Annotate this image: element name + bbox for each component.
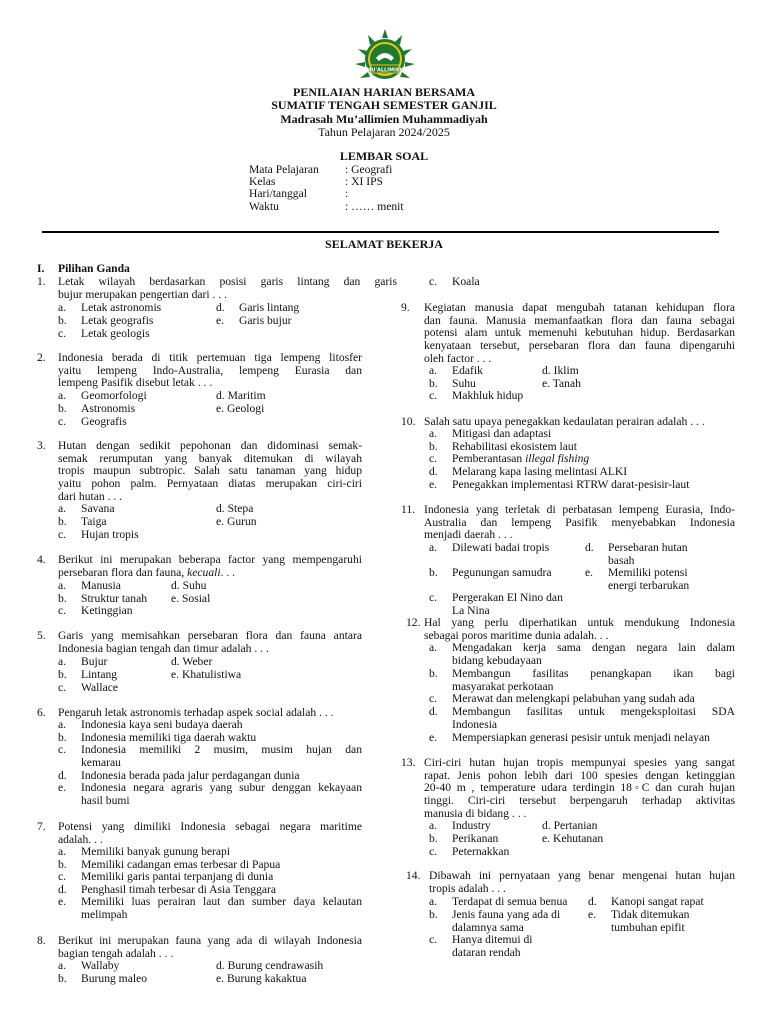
madrasah-logo: [354, 28, 416, 86]
option-line: Memiliki potensi: [608, 566, 688, 579]
question-line: 20-40 m , temperature udara terdingin 18◦C dan curah hujan: [424, 781, 735, 795]
option-line: Indonesia: [452, 717, 498, 731]
option-letter: c.: [58, 681, 67, 694]
option-letter: b.: [429, 377, 438, 390]
option-letter: a.: [429, 364, 438, 377]
question-line-part: . . .: [220, 565, 236, 579]
option-letter: c.: [429, 452, 438, 465]
option-text: [452, 909, 560, 934]
option-letter: b.: [429, 440, 438, 453]
question-line: kenyataan tersebut, persebaran flora dan fauna dipengaruhi: [424, 339, 735, 353]
option-line: Memiliki luas perairan laut dan sumber daya kelautan: [81, 895, 362, 908]
info-label: Mata Pelajaran: [249, 163, 319, 176]
option-8d[interactable]: d. Burung cendrawasih: [216, 959, 324, 972]
info-label: Hari/tanggal: [249, 187, 307, 200]
option-letter: a.: [58, 579, 67, 592]
option-13e[interactable]: e. Kehutanan: [542, 832, 604, 845]
question-number: 5.: [37, 629, 46, 642]
question-line: yaitu lempeng Indo-Australia, lempeng Eurasia dan: [58, 363, 362, 377]
question-line: Berikut ini merupakan fauna yang ada di wilayah Indonesia: [58, 934, 362, 947]
question-line-part: persebaran flora dan fauna,: [58, 565, 188, 579]
question-text: [58, 935, 362, 960]
question-text: [58, 630, 362, 655]
question-line: bujur merupakan pengertian dari . . .: [58, 287, 228, 301]
info-value: : Geografi: [345, 163, 393, 176]
question-number: 2.: [37, 351, 46, 364]
option-text: Manusia: [81, 579, 121, 592]
option-text: [452, 668, 735, 693]
question-line: Berikut ini merupakan beberapa factor yang mempengaruhi: [58, 553, 362, 566]
option-letter: b.: [58, 515, 67, 528]
question-number: 12.: [406, 616, 421, 629]
header-divider: [42, 231, 719, 233]
option-letter: a.: [429, 819, 438, 832]
option-text: Merawat dan melengkapi pelabuhan yang sudah ada: [452, 692, 695, 705]
option-text: Terdapat di semua benua: [452, 895, 568, 908]
school-name: Madrasah Mu’allimien Muhammadiyah: [280, 111, 488, 126]
section-title: Pilihan Ganda: [58, 262, 130, 275]
option-letter: c.: [58, 415, 67, 428]
info-value: : XI IPS: [345, 175, 384, 188]
option-text: Suhu: [452, 377, 476, 390]
option-letter: b.: [58, 972, 67, 985]
option-letter: a.: [58, 502, 67, 515]
option-text: [452, 453, 589, 466]
question-text: [429, 870, 735, 895]
question-line: Hal yang perlu diperhatikan untuk mendukung Indonesia: [424, 616, 735, 629]
option-letter: b.: [429, 832, 438, 845]
option-text: Letak astronomis: [81, 301, 162, 314]
emphasis-kecuali: kecuali: [187, 565, 221, 579]
question-text: [58, 821, 362, 846]
option-line: Jenis fauna yang ada di: [452, 908, 561, 921]
option-3d[interactable]: d. Stepa: [216, 502, 254, 515]
option-letter: e.: [216, 314, 225, 327]
option-text: Memiliki garis pantai terpanjang di dunia: [81, 870, 274, 883]
question-line: semak rerumputan yang banyak ditemukan di wilayah: [58, 451, 362, 465]
option-line: Persebaran hutan: [608, 541, 688, 554]
option-letter: c.: [429, 845, 438, 858]
info-label: Waktu: [249, 200, 279, 213]
question-text: [58, 440, 362, 503]
option-letter: a.: [429, 641, 438, 654]
question-line: rapat. Jenis pohon lebih dari 100 spesies dengan ketinggian: [424, 768, 735, 782]
selamat-bekerja-heading: SELAMAT BEKERJA: [325, 237, 443, 251]
option-letter: b.: [58, 858, 67, 871]
question-text: [58, 276, 397, 301]
option-4d[interactable]: d. Suhu: [171, 579, 207, 592]
option-line: melimpah: [81, 907, 128, 921]
option-text: Garis lintang: [239, 301, 300, 314]
question-number: 9.: [401, 301, 410, 314]
option-letter: b.: [58, 592, 67, 605]
info-value: :: [345, 187, 349, 200]
option-5d[interactable]: d. Weber: [171, 655, 213, 668]
option-letter: a.: [429, 541, 438, 554]
question-line: tropis maupun subtropic. Salah satu tanaman yang hidup: [58, 464, 362, 478]
option-letter: b.: [58, 668, 67, 681]
option-text: Kanopi sangat rapat: [611, 895, 704, 908]
option-text: Mitigasi dan adaptasi: [452, 427, 552, 440]
assessment-title: PENILAIAN HARIAN BERSAMA: [292, 85, 475, 99]
option-letter: d.: [58, 883, 67, 896]
option-letter: e.: [429, 478, 438, 491]
option-8e[interactable]: e. Burung kakaktua: [216, 972, 307, 985]
option-letter: c.: [58, 870, 67, 883]
question-line: lempeng Pasifik disebut letak . . .: [58, 376, 213, 390]
question-line: dari hutan . . .: [58, 489, 123, 503]
option-line: dataran rendah: [452, 945, 521, 959]
question-line: Letak wilayah berdasarkan posisi garis lintang dan garis: [58, 275, 397, 288]
option-text: Indonesia memiliki tiga daerah waktu: [81, 731, 257, 744]
question-line: Australia dan lempeng Pasifik menyebabkan Indonesia: [424, 515, 735, 529]
option-letter: c.: [429, 389, 438, 402]
option-letter: c.: [58, 604, 67, 617]
question-line: yaitu pohon palm. Pernyataan diatas merupakan ciri-ciri: [58, 477, 362, 491]
document-header: [0, 86, 768, 140]
option-letter: b.: [58, 402, 67, 415]
option-letter: b.: [429, 667, 438, 680]
section-number: I.: [37, 262, 45, 275]
option-text: Geomorfologi: [81, 389, 147, 402]
option-line: energi terbarukan: [608, 578, 690, 592]
option-text: Astronomis: [81, 402, 136, 415]
option-letter: e.: [58, 781, 67, 794]
option-text: Melarang kapa lasing melintasi ALKI: [452, 465, 628, 478]
option-letter: d.: [216, 301, 225, 314]
option-line: Pergerakan El Nino dan: [452, 591, 563, 604]
option-text: [452, 592, 563, 617]
question-text: [424, 757, 735, 820]
question-number: 3.: [37, 439, 46, 452]
option-2d[interactable]: d. Maritim: [216, 389, 266, 402]
option-text: Memiliki banyak gunung berapi: [81, 845, 231, 858]
option-letter: a.: [58, 655, 67, 668]
academic-year: Tahun Pelajaran 2024/2025: [318, 125, 450, 140]
option-letter: a.: [58, 389, 67, 402]
option-text: Geografis: [81, 415, 127, 428]
option-line: Membangun fasilitas untuk mengeksploitasi SDA: [452, 705, 735, 718]
question-line: Garis yang memisahkan persebaran flora dan fauna antara: [58, 629, 362, 642]
question-line: Salah satu upaya penegakkan kedaulatan perairan adalah . . .: [424, 415, 705, 428]
question-number: 13.: [401, 756, 416, 769]
question-line: Kegiatan manusia dapat mengubah tatanan kehidupan flora: [424, 301, 735, 314]
logo-text: MU'ALLIMIEN: [366, 67, 404, 74]
option-letter: c.: [58, 743, 67, 756]
option-text: [452, 642, 735, 667]
option-letter: d.: [588, 895, 597, 908]
option-text: Bujur: [81, 655, 108, 668]
question-number: 6.: [37, 706, 46, 719]
option-line: Membangun fasilitas penangkapan ikan bagi: [452, 667, 735, 680]
option-text: Koala: [452, 275, 480, 288]
option-letter: e.: [429, 731, 438, 744]
option-letter: a.: [58, 301, 67, 314]
option-letter: d.: [429, 705, 438, 718]
option-line: Indonesia memiliki 2 musim, musim hujan dan: [81, 743, 362, 756]
question-line: potensi alam untuk memenuhi kebutuhan hidup. Berdasarkan: [424, 326, 735, 340]
option-line: masyarakat perkotaan: [452, 679, 554, 693]
option-letter: a.: [58, 959, 67, 972]
question-line: tropis adalah . . .: [429, 881, 506, 895]
option-line: Hanya ditemui di: [452, 933, 533, 946]
option-text: Wallace: [81, 681, 119, 694]
question-text: [424, 504, 735, 542]
question-text: [424, 617, 735, 642]
lembar-soal-title: LEMBAR SOAL: [339, 149, 429, 163]
option-letter: e.: [588, 908, 597, 921]
question-text: [424, 302, 735, 365]
option-letter: d.: [429, 465, 438, 478]
option-letter: a.: [58, 718, 67, 731]
question-line: dan fauna. Manusia memanfaatkan flora dan fauna sebagai: [424, 313, 735, 327]
option-line: La Nina: [452, 603, 490, 617]
option-letter: b.: [58, 314, 67, 327]
option-text: Perikanan: [452, 832, 499, 845]
option-letter: c.: [58, 327, 67, 340]
question-line: manusia di bidang . . .: [424, 806, 527, 820]
option-line: bidang kebudayaan: [452, 653, 542, 667]
question-line: Dibawah ini pernyataan yang benar mengenai hutan hujan: [429, 869, 735, 882]
option-text: Indonesia kaya seni budaya daerah: [81, 718, 243, 731]
option-text: Indonesia berada pada jalur perdagangan dunia: [81, 769, 300, 782]
option-text-part: Pemberantasan: [452, 452, 526, 465]
question-line: Indonesia yang terletak di perbatasan lempeng Eurasia, Indo-: [424, 503, 735, 516]
question-text: [58, 554, 362, 579]
question-line: Hutan dengan sedikit pepohonan dan didominasi semak-: [58, 439, 362, 452]
option-text: [452, 934, 533, 959]
option-9e[interactable]: e. Tanah: [542, 377, 581, 390]
option-letter: c.: [429, 692, 438, 705]
option-letter: e.: [58, 895, 67, 908]
option-text: [608, 567, 689, 592]
option-letter: c.: [429, 933, 438, 946]
option-letter: a.: [429, 427, 438, 440]
assessment-subtitle: SUMATIF TENGAH SEMESTER GANJIL: [271, 98, 497, 113]
option-text: Dilewati badai tropis: [452, 541, 550, 554]
option-letter: b.: [58, 731, 67, 744]
option-letter: c.: [429, 591, 438, 604]
option-13d[interactable]: d. Pertanian: [542, 819, 598, 832]
option-text: Rehabilitasi ekosistem laut: [452, 440, 577, 453]
question-line: Pengaruh letak astronomis terhadap aspek social adalah . . .: [58, 706, 334, 719]
option-text: [81, 896, 362, 921]
option-line: hasil bumi: [81, 793, 130, 807]
option-line: Indonesia negara agraris yang subur denggan kekayaan: [81, 781, 362, 794]
option-text: Savana: [81, 502, 115, 515]
question-number: 10.: [401, 415, 416, 428]
question-line: [58, 567, 362, 580]
option-text: Wallaby: [81, 959, 120, 972]
option-line: Tidak ditemukan: [611, 908, 690, 921]
option-2e[interactable]: e. Geologi: [216, 402, 265, 415]
option-4e[interactable]: e. Sosial: [171, 592, 211, 605]
option-text: Industry: [452, 819, 491, 832]
option-line: tumbuhan epifit: [611, 920, 685, 934]
option-text: Pegunungan samudra: [452, 566, 552, 579]
option-text: Letak geologis: [81, 327, 150, 340]
option-letter: a.: [58, 845, 67, 858]
option-text: Edafik: [452, 364, 483, 377]
option-line: basah: [608, 553, 635, 567]
question-line: menjadi daerah . . .: [424, 528, 513, 542]
question-line: adalah. . .: [58, 832, 103, 846]
option-text: Makhluk hidup: [452, 389, 524, 402]
option-text: Letak geografis: [81, 314, 154, 327]
question-number: 11.: [401, 503, 416, 516]
option-text: Mempersiapkan generasi pesisir untuk menjadi nelayan: [452, 731, 710, 744]
option-text-italic: illegal fishing: [525, 452, 590, 465]
option-3e[interactable]: e. Gurun: [216, 515, 257, 528]
option-text: [611, 909, 689, 934]
option-letter: c.: [429, 275, 438, 288]
option-text: Penegakkan implementasi RTRW darat-pesisir-laut: [452, 478, 690, 491]
option-line: Mengadakan kerja sama dengan negara lain dalam: [452, 641, 735, 654]
option-text: Peternakkan: [452, 845, 510, 858]
option-letter: d.: [585, 541, 594, 554]
option-letter: b.: [429, 908, 438, 921]
option-letter: a.: [429, 895, 438, 908]
option-text: Hujan tropis: [81, 528, 139, 541]
option-line: dalamnya sama: [452, 920, 524, 934]
option-text: Memiliki cadangan emas terbesar di Papua: [81, 858, 281, 871]
question-line: Indonesia bagian tengah dan timur adalah . . .: [58, 641, 269, 655]
option-text: Lintang: [81, 668, 118, 681]
option-text: Burung maleo: [81, 972, 148, 985]
option-text: [608, 542, 688, 567]
question-number: 14.: [406, 869, 421, 882]
question-line: Indonesia berada di titik pertemuan tiga lempeng litosfer: [58, 351, 362, 364]
question-line: Ciri-ciri hutan hujan tropis mempunyai spesies yang sangat: [424, 756, 735, 769]
question-line: bagian tengah adalah . . .: [58, 946, 174, 960]
question-number: 1.: [37, 275, 46, 288]
question-line: oleh factor . . .: [424, 351, 492, 365]
info-label: Kelas: [249, 175, 276, 188]
option-text: Penghasil timah terbesar di Asia Tenggara: [81, 883, 277, 896]
info-row-time: [249, 201, 509, 214]
question-number: 7.: [37, 820, 46, 833]
question-line: tinggi. Ciri-ciri tersebut berpengaruh terhadap aktivitas: [424, 794, 735, 808]
option-text: Taiga: [81, 515, 107, 528]
option-letter: e.: [585, 566, 594, 579]
option-text: [81, 744, 362, 769]
question-line: Potensi yang dimiliki Indonesia sebagai negara maritime: [58, 820, 362, 833]
info-value: : …… menit: [345, 200, 404, 213]
option-text: [81, 782, 362, 807]
option-letter: d.: [58, 769, 67, 782]
question-number: 4.: [37, 553, 46, 566]
option-text: Struktur tanah: [81, 592, 148, 605]
question-text: [58, 352, 362, 390]
option-5e[interactable]: e. Khatulistiwa: [171, 668, 242, 681]
option-text: Ketinggian: [81, 604, 133, 617]
option-letter: b.: [429, 566, 438, 579]
option-letter: c.: [58, 528, 67, 541]
option-line: kemarau: [81, 755, 121, 769]
option-text: [452, 706, 735, 731]
option-9d[interactable]: d. Iklim: [542, 364, 579, 377]
question-line: sebagai poros maritime dunia adalah. . .: [424, 628, 609, 642]
option-text: Garis bujur: [239, 314, 292, 327]
question-number: 8.: [37, 934, 46, 947]
